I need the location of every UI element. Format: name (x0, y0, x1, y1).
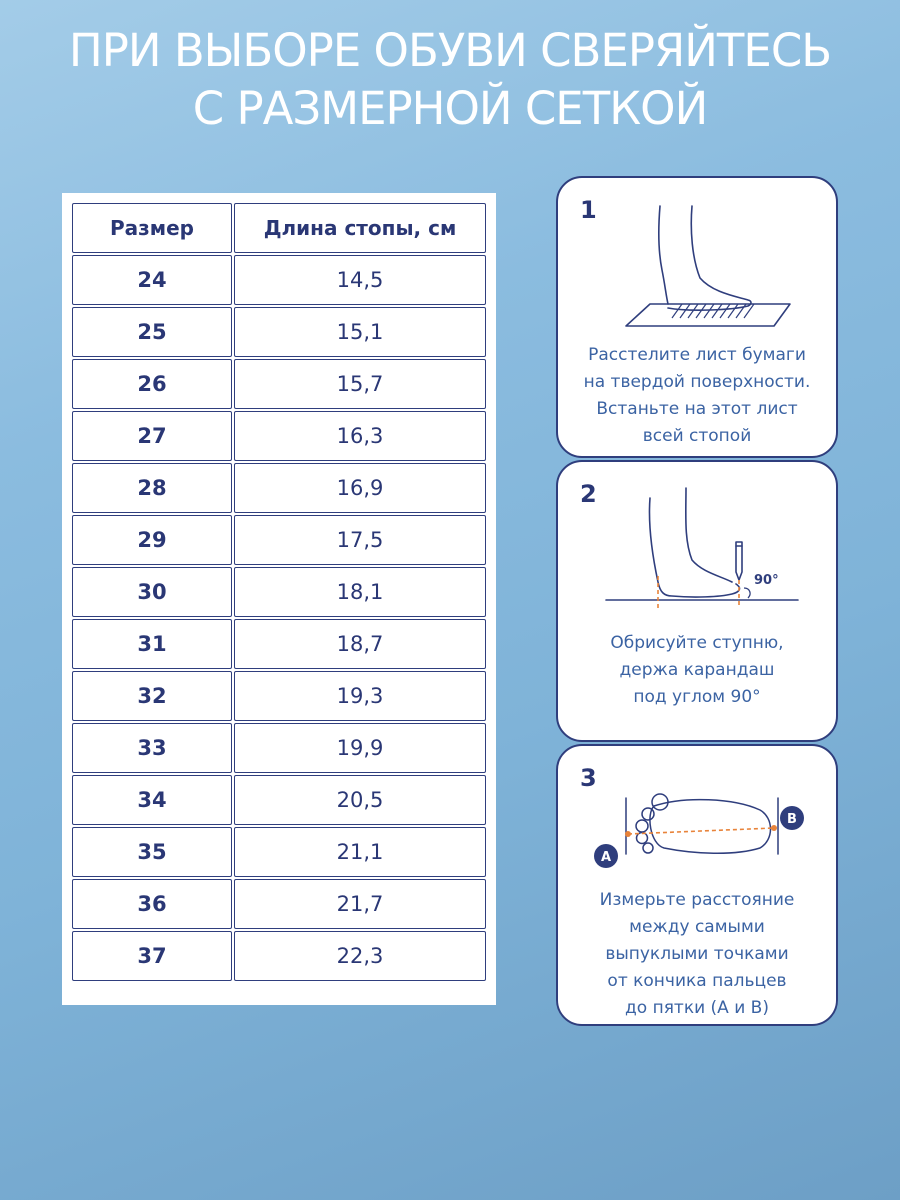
table-cell-length: 15,1 (234, 307, 486, 357)
table-cell-length: 18,7 (234, 619, 486, 669)
table-cell-size: 29 (72, 515, 232, 565)
foot-pencil-trace-icon (602, 484, 802, 608)
table-cell-size: 31 (72, 619, 232, 669)
step-instructions (558, 342, 836, 450)
table-cell-length: 16,3 (234, 411, 486, 461)
table-cell-size: 37 (72, 931, 232, 981)
table-cell-size: 36 (72, 879, 232, 929)
header-foot-length: Длина стопы, см (234, 203, 486, 253)
step-instructions (558, 887, 836, 1022)
step-line: Обрисуйте ступню, (610, 633, 784, 653)
table-cell-length: 14,5 (234, 255, 486, 305)
step-line: всей стопой (642, 426, 752, 446)
title-line-1: ПРИ ВЫБОРЕ ОБУВИ СВЕРЯЙТЕСЬ (68, 24, 832, 77)
angle-label: 90° (754, 573, 779, 588)
table-cell-length: 19,9 (234, 723, 486, 773)
table-cell-size: 35 (72, 827, 232, 877)
table-cell-length: 19,3 (234, 671, 486, 721)
table-cell-length: 18,1 (234, 567, 486, 617)
size-chart-table (62, 193, 496, 1005)
point-a-label: A (600, 850, 612, 865)
step-line: выпуклыми точками (605, 944, 789, 964)
step-number: 2 (580, 480, 597, 508)
step-card-3 (556, 744, 838, 1026)
table-cell-size: 28 (72, 463, 232, 513)
step-instructions (558, 630, 836, 711)
table-cell-size: 30 (72, 567, 232, 617)
table-cell-size: 34 (72, 775, 232, 825)
table-cell-size: 26 (72, 359, 232, 409)
foot-on-paper-icon (608, 200, 798, 330)
table-cell-length: 20,5 (234, 775, 486, 825)
foot-measure-icon (584, 784, 814, 884)
step-line: Измерьте расстояние (599, 890, 795, 910)
step-card-1 (556, 176, 838, 458)
step-line: Расстелите лист бумаги (588, 345, 806, 365)
step-line: от кончика пальцев (607, 971, 787, 991)
step-line: держа карандаш (619, 660, 775, 680)
table-cell-length: 22,3 (234, 931, 486, 981)
table-cell-size: 27 (72, 411, 232, 461)
header-size: Размер (72, 203, 232, 253)
step-line: на твердой поверхности. (583, 372, 811, 392)
title-line-2: С РАЗМЕРНОЙ СЕТКОЙ (192, 82, 708, 135)
table-cell-length: 21,7 (234, 879, 486, 929)
table-cell-size: 33 (72, 723, 232, 773)
table-cell-length: 21,1 (234, 827, 486, 877)
table-cell-size: 25 (72, 307, 232, 357)
step-number: 1 (580, 196, 597, 224)
step-number: 3 (580, 764, 597, 792)
table-cell-length: 16,9 (234, 463, 486, 513)
table-cell-size: 24 (72, 255, 232, 305)
step-line: под углом 90° (633, 687, 761, 707)
step-line: Встаньте на этот лист (596, 399, 798, 419)
page-title (0, 22, 900, 138)
step-card-2 (556, 460, 838, 742)
table-cell-size: 32 (72, 671, 232, 721)
table-cell-length: 17,5 (234, 515, 486, 565)
step-line: до пятки (А и В) (625, 998, 769, 1018)
point-b-label: B (787, 812, 797, 827)
table-cell-length: 15,7 (234, 359, 486, 409)
step-line: между самыми (629, 917, 765, 937)
